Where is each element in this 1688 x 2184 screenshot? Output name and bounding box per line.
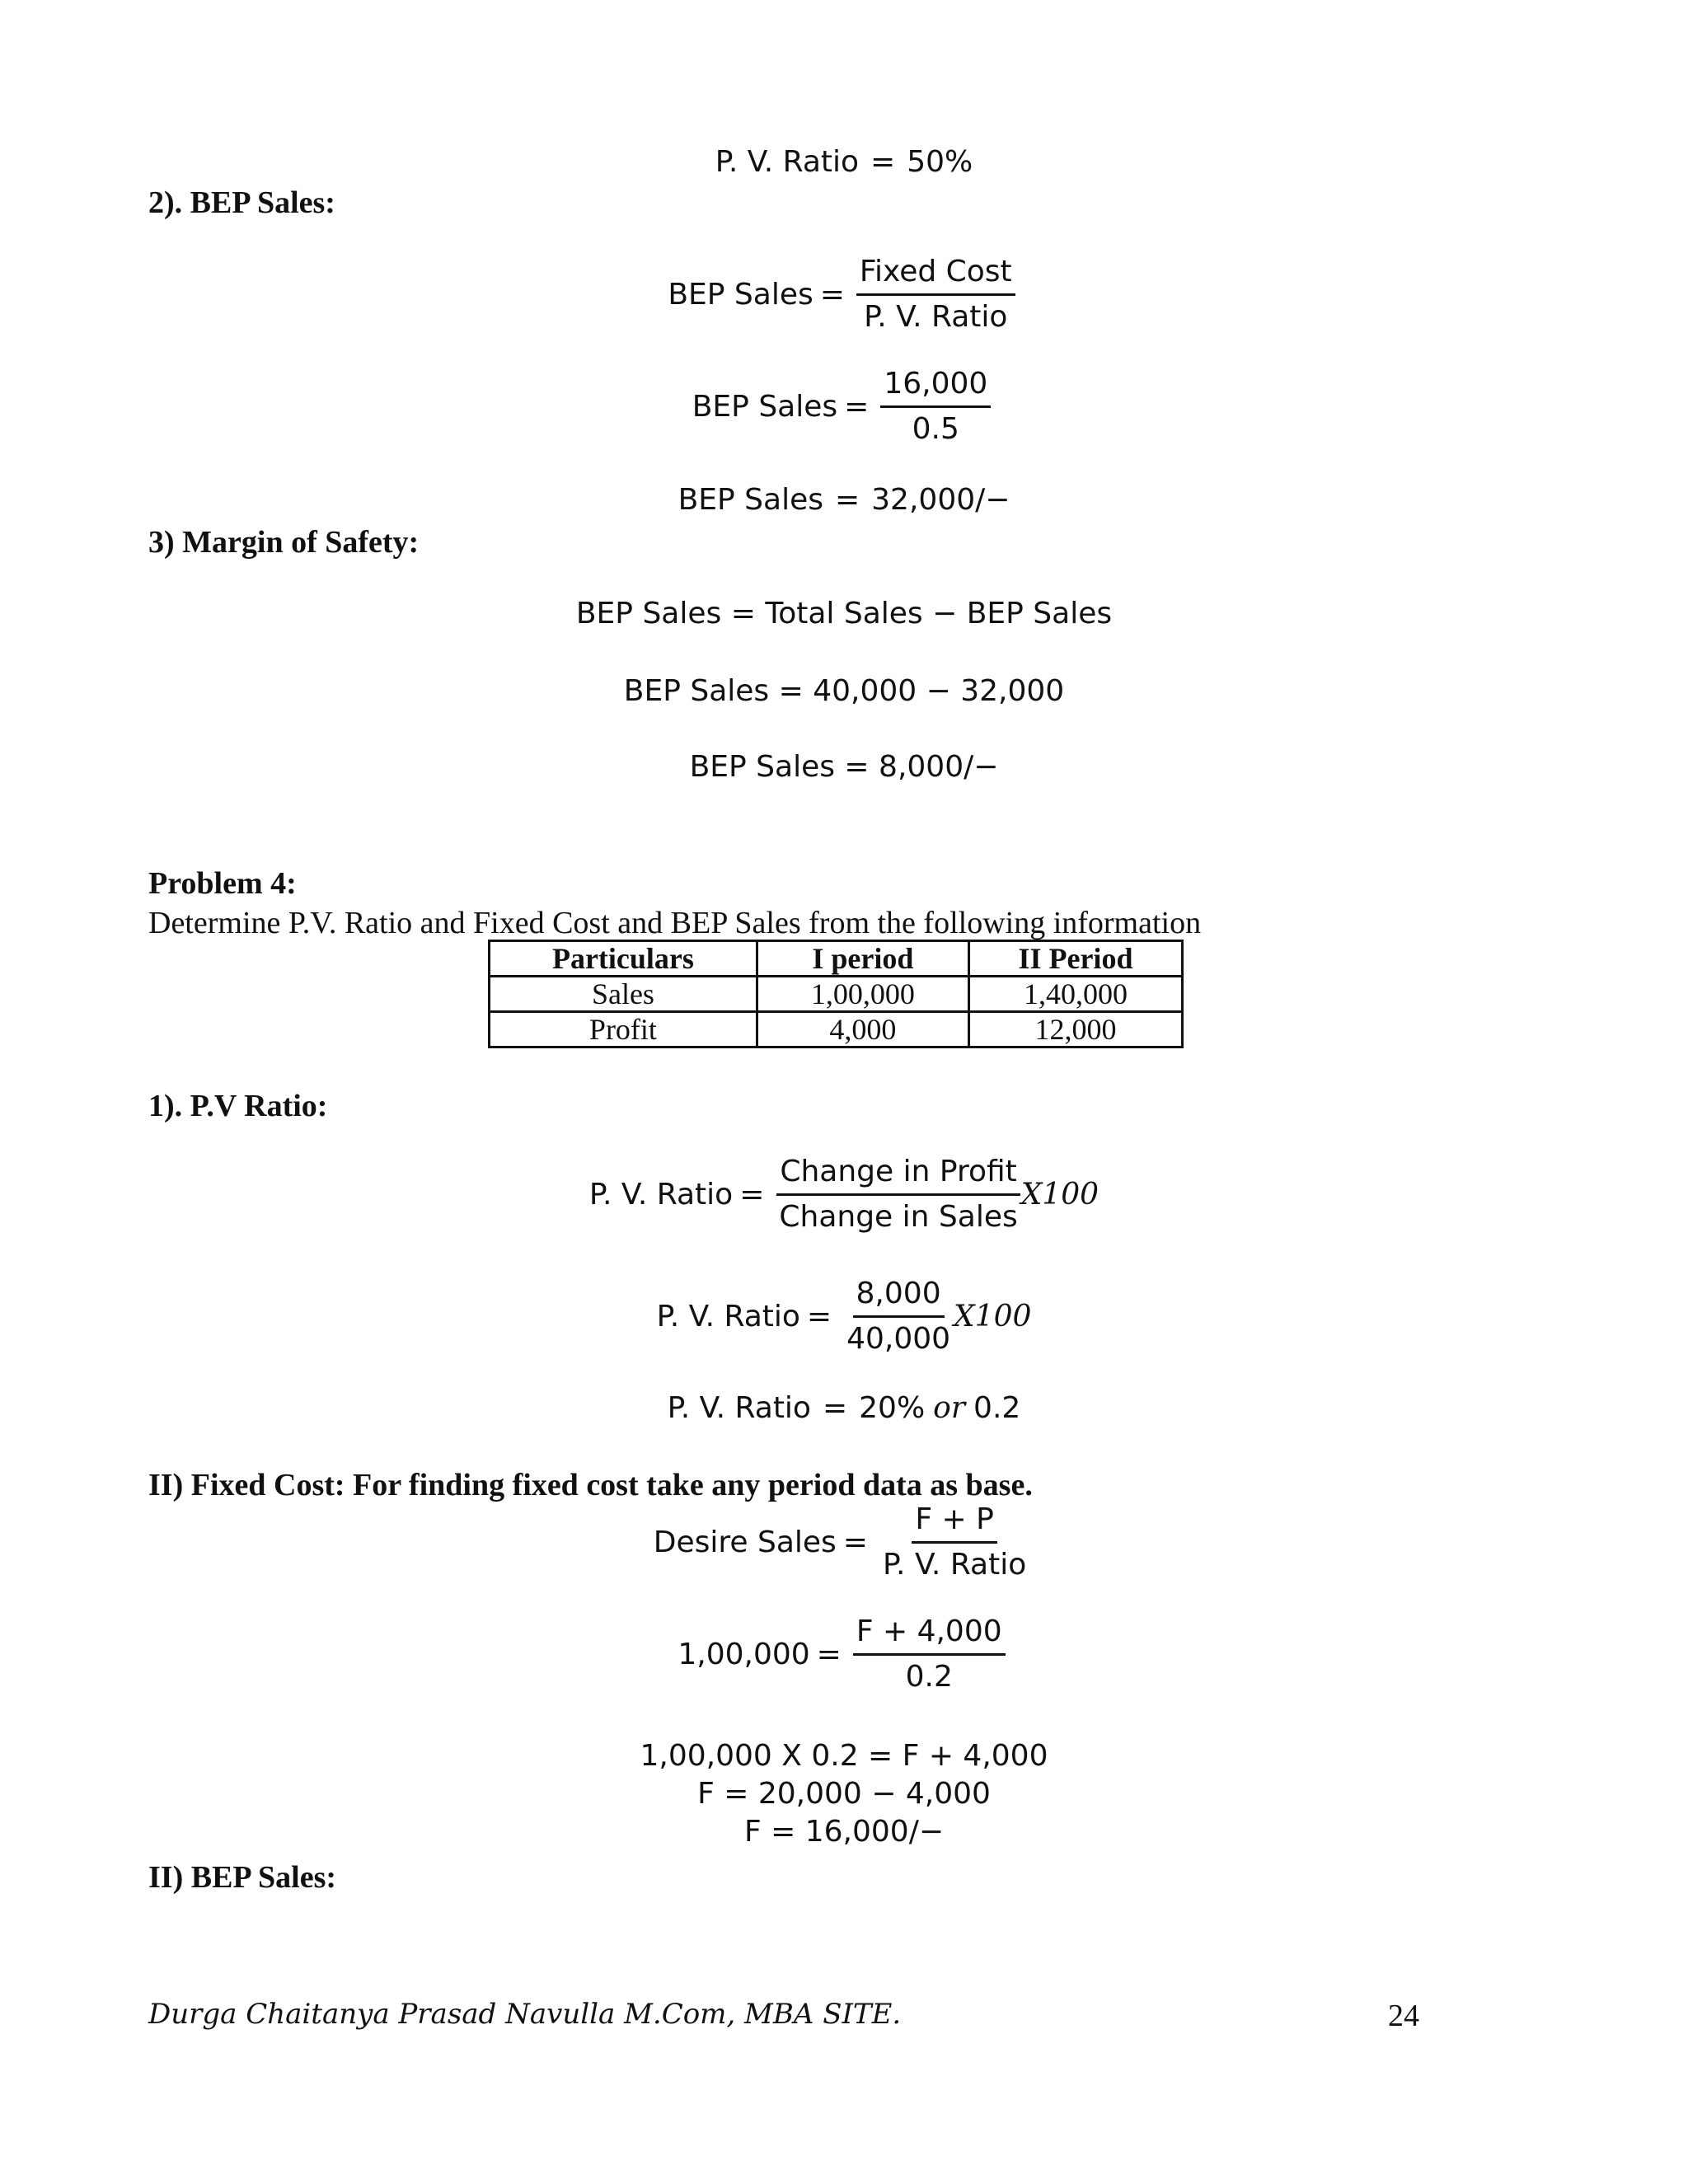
bep-sales-substitution	[0, 368, 1688, 445]
numerator: Change in Profit	[776, 1155, 1020, 1196]
table-header-cell: I period	[757, 941, 968, 977]
heading-pv-ratio: 1). P.V Ratio:	[148, 1089, 328, 1123]
eq-rhs: 32,000/−	[871, 483, 1010, 517]
margin-result: BEP Sales = 8,000/−	[689, 750, 999, 784]
fraction	[853, 1615, 1006, 1693]
table-cell: 12,000	[968, 1012, 1182, 1047]
numerator: F + 4,000	[853, 1615, 1006, 1656]
denominator: 0.5	[912, 411, 959, 446]
problem-statement: Determine P.V. Ratio and Fixed Cost and BEP Sales from the following information	[148, 906, 1202, 940]
multiplier: X100	[1020, 1177, 1100, 1212]
table-cell: 1,40,000	[968, 977, 1182, 1012]
pv-ratio-formula	[0, 1155, 1688, 1233]
fraction	[843, 1277, 954, 1355]
page-number: 24	[1388, 1999, 1419, 2033]
eq-lhs: Desire Sales	[653, 1525, 837, 1559]
multiplier: X100	[954, 1299, 1032, 1333]
pv-ratio-result-line	[0, 145, 1688, 179]
table-row	[490, 1012, 1183, 1047]
eq-sign: =	[806, 1299, 832, 1333]
pv-ratio-result	[0, 1391, 1688, 1425]
table-header-row	[490, 941, 1183, 977]
eq-sign: =	[822, 1391, 848, 1425]
numerator: F + P	[912, 1503, 996, 1544]
problem-title: Problem 4:	[148, 866, 297, 901]
heading-bep-sales-2: II) BEP Sales:	[148, 1860, 337, 1895]
denominator: P. V. Ratio	[882, 1547, 1027, 1582]
denominator: P. V. Ratio	[864, 299, 1008, 334]
table-header-cell: Particulars	[490, 941, 757, 977]
eq-lhs: P. V. Ratio	[715, 145, 860, 179]
fixed-cost-step: F = 20,000 − 4,000	[697, 1777, 991, 1811]
eq-lhs: P. V. Ratio	[667, 1391, 811, 1425]
fixed-cost-substitution	[0, 1615, 1688, 1693]
result-alt: 0.2	[973, 1391, 1021, 1425]
eq-lhs: BEP Sales	[692, 389, 838, 424]
denominator: 0.2	[905, 1659, 953, 1694]
margin-substitution: BEP Sales = 40,000 − 32,000	[623, 674, 1065, 708]
eq-sign: =	[842, 1525, 868, 1559]
numerator: 16,000	[880, 368, 991, 408]
pv-ratio-substitution	[0, 1277, 1688, 1355]
eq-lhs: BEP Sales	[668, 277, 814, 312]
bep-sales-formula	[0, 255, 1688, 333]
numerator: Fixed Cost	[856, 255, 1015, 296]
eq-sign: =	[870, 145, 896, 179]
table-header-cell: II Period	[968, 941, 1182, 977]
heading-fixed-cost: II) Fixed Cost: For finding fixed cost take any period data as base.	[148, 1468, 1033, 1502]
eq-sign: =	[819, 277, 845, 312]
eq-lhs: P. V. Ratio	[656, 1299, 800, 1333]
eq-rhs: 50%	[907, 145, 973, 179]
eq-lhs: BEP Sales	[678, 483, 823, 517]
fixed-cost-formula	[0, 1503, 1688, 1581]
fraction	[879, 1503, 1029, 1581]
fraction	[880, 368, 991, 445]
fraction	[776, 1155, 1020, 1233]
eq-lhs: 1,00,000	[678, 1637, 810, 1671]
problem-data-table	[488, 940, 1184, 1048]
footer-author: Durga Chaitanya Prasad Navulla M.Com, MBA SITE.	[148, 1998, 902, 2031]
heading-margin-of-safety: 3) Margin of Safety:	[148, 525, 420, 560]
eq-sign: =	[834, 483, 860, 517]
eq-sign: =	[739, 1177, 765, 1212]
table-row	[490, 977, 1183, 1012]
table-cell: 4,000	[757, 1012, 968, 1047]
table-cell: Sales	[490, 977, 757, 1012]
denominator: Change in Sales	[779, 1199, 1018, 1234]
fixed-cost-step: F = 16,000/−	[743, 1815, 944, 1849]
margin-formula: BEP Sales = Total Sales − BEP Sales	[575, 597, 1113, 630]
bep-sales-result	[0, 483, 1688, 517]
result-value: 20%	[859, 1391, 926, 1425]
table-cell: 1,00,000	[757, 977, 968, 1012]
numerator: 8,000	[853, 1277, 945, 1318]
eq-sign: =	[844, 389, 870, 424]
heading-bep-sales: 2). BEP Sales:	[148, 185, 335, 220]
fixed-cost-step: 1,00,000 X 0.2 = F + 4,000	[640, 1739, 1048, 1773]
result-or: or	[933, 1391, 966, 1425]
eq-sign: =	[816, 1637, 842, 1671]
denominator: 40,000	[846, 1321, 951, 1356]
table-cell: Profit	[490, 1012, 757, 1047]
eq-lhs: P. V. Ratio	[588, 1177, 734, 1212]
fraction	[856, 255, 1015, 333]
